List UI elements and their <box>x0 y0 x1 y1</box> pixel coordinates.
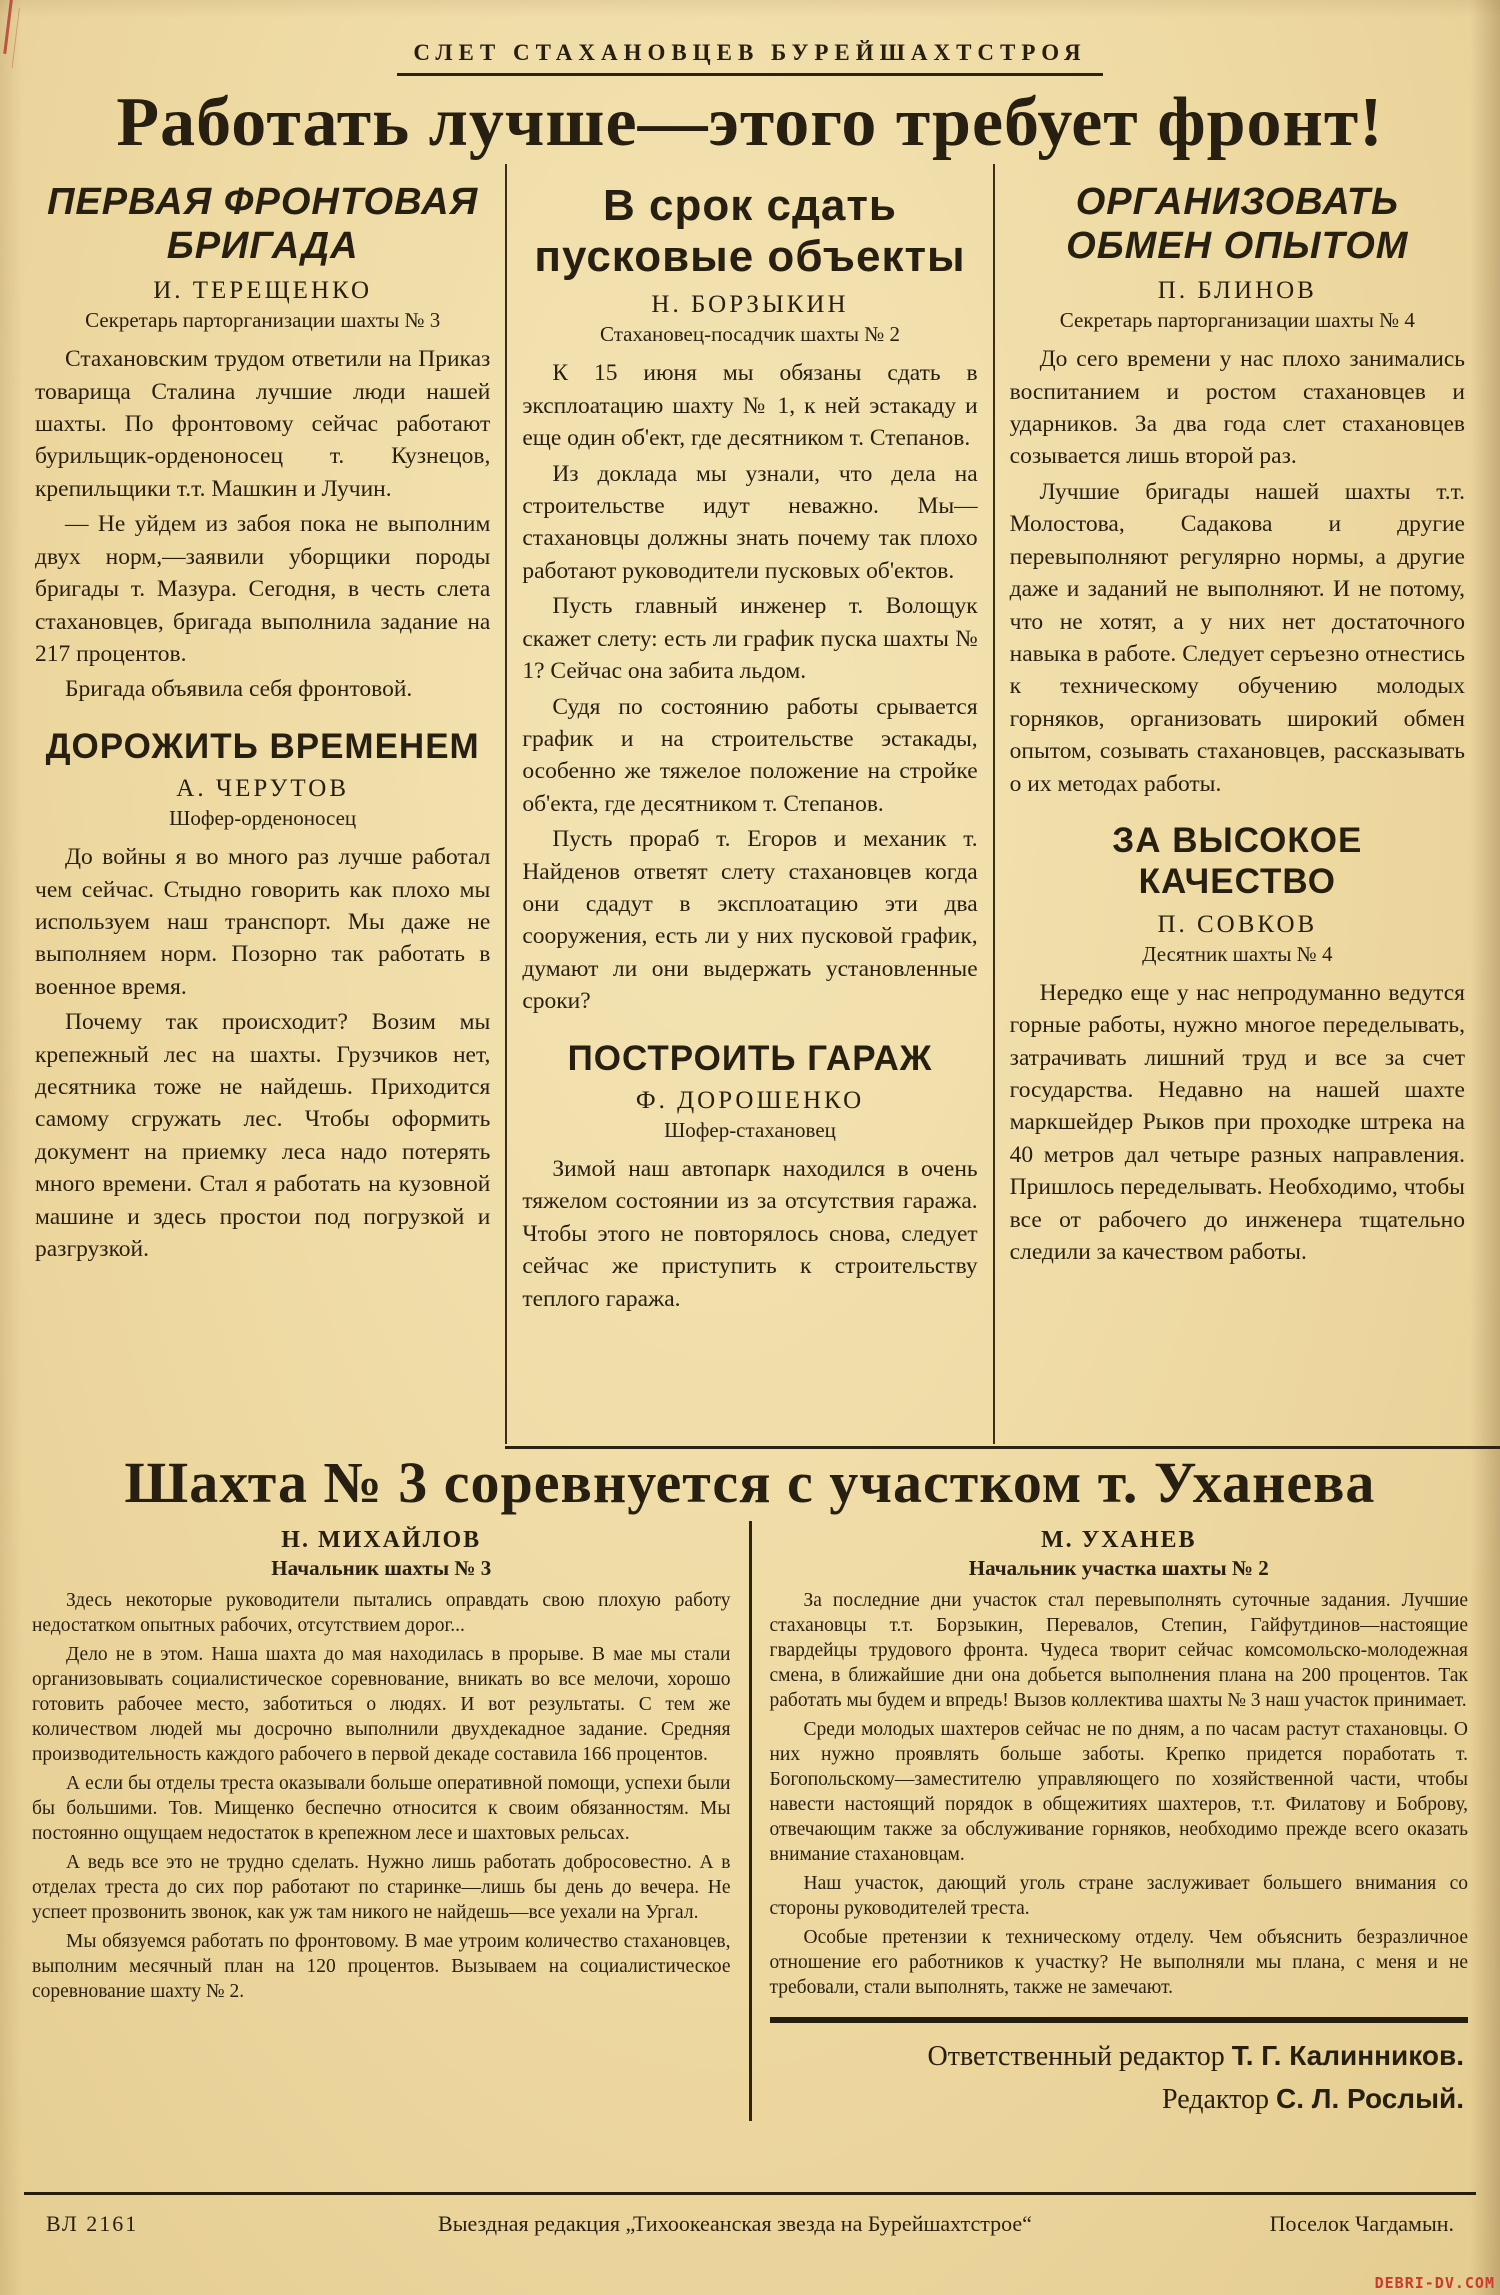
article-author-role: Шофер-стахановец <box>664 1118 836 1143</box>
article-title: ДОРОЖИТЬ ВРЕМЕНЕМ <box>45 726 480 766</box>
article-byline: Н. БОРЗЫКИН <box>651 291 849 319</box>
article-paragraph: Нередко еще у нас непродуманно ведутся горные работы, нужно многое переделывать, затрачивать лишний труд и все за счет государства. Недавно на нашей шахте маркшейдер Рыков при проходке штрека на 40 метров дал четыре разных направления. Пришлось переделывать. Необходимо, чтобы все от рабочего до инженера тщательно следили за качеством работы. <box>1009 979 1465 1266</box>
article-paragraph: Пусть главный инженер т. Волощук скажет слету: есть ли график пуска шахты № 1? Сейчас она забита льдом. <box>522 593 978 685</box>
column-2 <box>505 164 992 1444</box>
article-paragraph: — Не уйдем из забоя пока не выполним двух норм,—заявили уборщики породы бригады т. Мазура. Сегодня, в честь слета стахановцев, бригада выполнила задание на 217 процентов. <box>35 511 491 667</box>
location-note: Поселок Чагдамын. <box>1269 2211 1454 2236</box>
article-paragraph: Пусть прораб т. Егоров и механик т. Найденов ответят слету стахановцев когда они сдадут в эксплоатацию эти два сооружения, есть ли у них пусковой график, думают ли они выдержать установленные сроки? <box>522 826 978 1015</box>
article-paragraph: Наш участок, дающий уголь стране заслуживает большего внимания со стороны руководителей треста. <box>769 1872 1468 1919</box>
article-title: В срок сдать пусковые объекты <box>534 180 966 282</box>
article-byline: Ф. ДОРОШЕНКО <box>635 1087 865 1115</box>
article-postroit-garazh <box>522 1038 977 1315</box>
article-paragraph: Среди молодых шахтеров сейчас не по дням, а по часам растут стахановцы. О них нужно проявлять больше заботы. Крепко придется поработать т. Богопольскому—заместителю управляющего по хозяйственной части, чтобы навести настоящий порядок в общежитиях шахтеров, т.т. Филатову и Боброву, отвечающим также за обслуживание горняков, необходимо прежде всего оказать внимание стахановцам. <box>769 1719 1468 1865</box>
article-byline: М. УХАНЕВ <box>1040 1527 1197 1554</box>
kicker: СЛЕТ СТАХАНОВЦЕВ БУРЕЙШАХТСТРОЯ <box>397 40 1102 76</box>
article-paragraph: А ведь все это не трудно сделать. Нужно лишь работать добросовестно. А в отделах треста до сих пор работают по старинке—лишь бы день до вечера. Не успеет прозвонить звонок, как уж там никого не найдешь—все уехали на Ургал. <box>32 1851 731 1923</box>
bottom-column-left <box>14 1521 749 2120</box>
article-paragraph: А если бы отделы треста оказывали больше оперативной помощи, успехи были бы большими. Тов. Мищенко беспечно относится к своим обязанностям. Мы постоянно ощущаем недостаток в крепежном лесе и шахтовых рельсах. <box>32 1773 731 1844</box>
article-v-srok-sdat <box>522 180 977 1018</box>
editor-label: Ответственный редактор <box>927 2040 1225 2072</box>
article-byline: И. ТЕРЕЩЕНКО <box>153 277 373 305</box>
footer-row <box>0 2211 1500 2237</box>
article-paragraph: Дело не в этом. Наша шахта до мая находилась в прорыве. В мае мы стали организовывать социалистическое соревнование, вникать во все мелочи, хорошо готовить рабочее место, заботиться о людях. И вот результаты. С тем же количеством людей мы досрочно выполнили двухдекадное задание. Средняя производительность каждого рабочего в первой декаде составила 166 процентов. <box>32 1644 731 1766</box>
article-paragraph: За последние дни участок стал перевыполнять суточные задания. Лучшие стахановцы т.т. Борзыкин, Перевалов, Степин, Гайфутдинов—настоящие гвардейцы трудового фронта. Чудеса творит сейчас комсомольско-молодежная смена, в ближайшие дни она добьется выполнения плана на 200 процентов. Так работать мы будем и впредь! Вызов коллектива шахты № 3 наш участок принимает. <box>769 1590 1468 1712</box>
section-divider-rule <box>505 1446 1500 1449</box>
article-paragraph: Мы обязуемся работать по фронтовому. В мае утроим количество стахановцев, выполним месячный план на 120 процентов. Вызываем на социалистическое соревнование шахту № 2. <box>32 1930 731 2002</box>
article-paragraph: Из доклада мы узнали, что дела на строительстве идут неважно. Мы—стахановцы должны знать почему так плохо работают руководители пусковых об'ектов. <box>522 460 978 584</box>
top-columns <box>0 164 1500 1444</box>
editor-label: Редактор <box>1161 2083 1270 2115</box>
article-byline: А. ЧЕРУТОВ <box>176 775 350 803</box>
article-byline: П. БЛИНОВ <box>1157 277 1317 305</box>
article-byline: П. СОВКОВ <box>1157 910 1318 938</box>
article-author-role: Шофер-орденоносец <box>169 806 357 831</box>
editor-name: Т. Г. Калинников. <box>1231 2039 1464 2071</box>
article-title: ПЕРВАЯ ФРОНТОВАЯ БРИГАДА <box>47 180 479 268</box>
article-pervaya-brigada <box>35 180 490 706</box>
imprint-number: ВЛ 2161 <box>46 2211 139 2236</box>
editor-line <box>774 2035 1465 2078</box>
article-paragraph: Почему так происходит? Возим мы крепежный лес на шахты. Грузчиков нет, десятника тоже не найдешь. Приходится самому сгружать лес. Чтобы оформить документ на приемку леса надо потерять много времени. Стал я работать на кузовной машине и здесь простои под погрузкой и разгрузкой. <box>35 1009 491 1263</box>
article-paragraph: Стахановским трудом ответили на Приказ товарища Сталина лучшие люди нашей шахты. По фронтовому сейчас работают бурильщик-орденоносец т. Кузнецов, крепильщики т.т. Машкин и Лучин. <box>35 346 491 502</box>
column-3 <box>993 164 1480 1444</box>
column-1 <box>20 164 505 1444</box>
article-obmen-opytom <box>1010 180 1465 801</box>
article-title: ЗА ВЫСОКОЕ КАЧЕСТВО <box>1112 821 1363 902</box>
article-author-role: Секретарь парторганизации шахты № 3 <box>85 308 441 333</box>
editor-name: С. Л. Рослый. <box>1276 2082 1464 2114</box>
masthead <box>0 0 1500 76</box>
article-title: ПОСТРОИТЬ ГАРАЖ <box>567 1038 933 1078</box>
bottom-column-right <box>749 1521 1487 2120</box>
article-author-role: Начальник участка шахты № 2 <box>968 1556 1269 1581</box>
footer <box>0 2192 1500 2237</box>
editor-credits <box>770 2017 1469 2121</box>
article-paragraph: До сего времени у нас плохо занимались воспитанием и ростом стахановцев и ударников. За два года слет стахановцев созывается лишь второй раз. <box>1009 346 1465 470</box>
main-headline: Работать лучше—этого требует фронт! <box>116 84 1384 161</box>
article-paragraph: Здесь некоторые руководители пытались оправдать свою плохую работу недостатком опытных рабочих, отсутствием дорог... <box>32 1590 731 1637</box>
article-paragraph: Особые претензии к техническому отделу. Чем объяснить безразличное отношение его работников к участку? Не выполняли мы плана, с меня и не требовали, стали выполнять, также не замечают. <box>769 1926 1468 1998</box>
article-paragraph: Лучшие бригады нашей шахты т.т. Молостова, Садакова и другие перевыполняют регулярно нормы, а другие даже и заданий не выполняют. И не потому, что не хотят, а у них нет достаточного навыка в работе. Следует серъезно отнестись к техническому обучению молодых горняков, организовать широкий обмен опытом, созывать стахановцев, рассказывать о их методах работы. <box>1009 478 1465 797</box>
site-watermark: DEBRI-DV.COM <box>1374 2274 1495 2292</box>
article-author-role: Стахановец-посадчик шахты № 2 <box>599 322 900 347</box>
bottom-headline: Шахта № 3 соревнуется с участком т. Уханева <box>124 1449 1376 1515</box>
edition-note: Выездная редакция „Тихоокеанская звезда на Бурейшахтстрое“ <box>438 2211 1032 2236</box>
article-author-role: Секретарь парторганизации шахты № 4 <box>1059 308 1415 333</box>
article-paragraph: Бригада объявила себя фронтовой. <box>65 676 413 703</box>
article-paragraph: Зимой наш автопарк находился в очень тяжелом состоянии из за отсутствия гаража. Чтобы этого не повторялось снова, следует сейчас же приступить к строительству теплого гаража. <box>522 1156 978 1312</box>
article-paragraph: Судя по состоянию работы срывается график и на строительстве эстакады, особенно же тяжелое положение на стройке об'екта, где десятником т. Степанов. <box>522 693 978 817</box>
article-byline: Н. МИХАЙЛОВ <box>281 1527 482 1554</box>
editor-line <box>774 2078 1465 2121</box>
article-author-role: Начальник шахты № 3 <box>271 1556 492 1581</box>
article-dorozhit-vremenem <box>35 726 490 1266</box>
article-author-role: Десятник шахты № 4 <box>1142 941 1333 966</box>
article-paragraph: До войны я во много раз лучше работал чем сейчас. Стыдно говорить как плохо мы используем наш транспорт. Мы даже не выполняем норм. Позорно так работать в военное время. <box>35 844 491 1000</box>
article-title: ОРГАНИЗОВАТЬ ОБМЕН ОПЫТОМ <box>1066 180 1409 268</box>
article-za-kachestvo <box>1010 820 1465 1268</box>
bottom-columns <box>0 1521 1500 2120</box>
footer-rule <box>24 2192 1476 2195</box>
article-paragraph: К 15 июня мы обязаны сдать в эксплоатацию шахту № 1, к ней эстакаду и еще один об'ект, где десятником т. Степанов. <box>522 360 978 452</box>
